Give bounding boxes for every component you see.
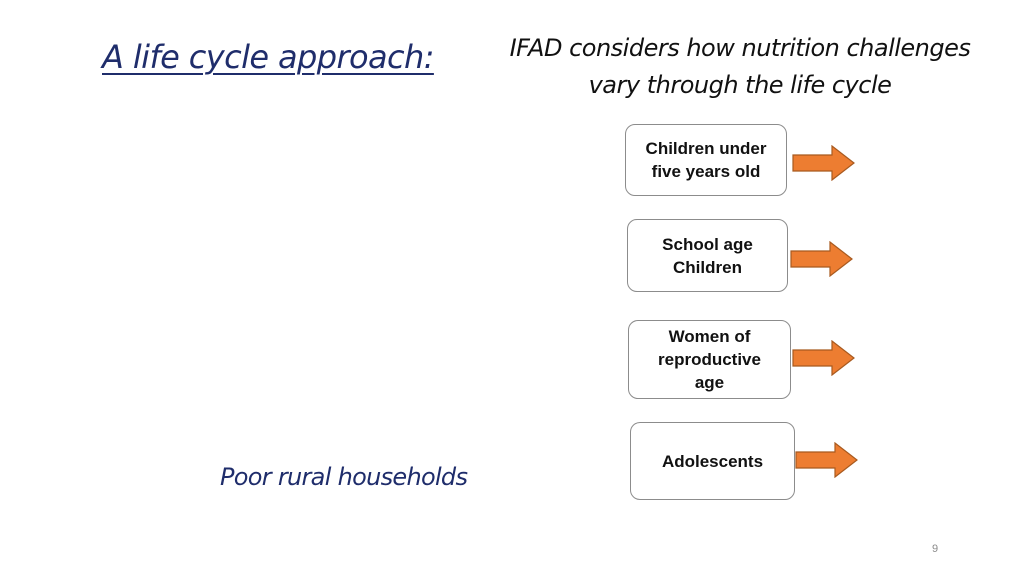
group-box-children-under-five bbox=[625, 124, 787, 196]
subtitle-line-1: IFAD considers how nutrition challenges bbox=[509, 34, 971, 62]
group-label-line: Children under bbox=[645, 139, 767, 158]
right-arrow-icon bbox=[792, 340, 856, 376]
group-label-line: Women of bbox=[668, 327, 751, 346]
group-label-line: Children bbox=[673, 257, 742, 277]
poor-rural-households-label: Poor rural households bbox=[220, 463, 468, 491]
group-label-line: Adolescents bbox=[661, 451, 764, 471]
group-box-women-reproductive-age bbox=[628, 320, 791, 399]
page-number: 9 bbox=[932, 543, 939, 555]
group-box-adolescents bbox=[630, 422, 795, 500]
group-box-school-age-children bbox=[627, 219, 788, 292]
slide-subtitle bbox=[488, 30, 992, 104]
group-label-line: five years old bbox=[651, 162, 761, 181]
right-arrow-icon bbox=[792, 145, 856, 181]
group-label-line: School age bbox=[662, 234, 753, 254]
group-label-line: reproductive bbox=[658, 350, 761, 369]
right-arrow-icon bbox=[795, 442, 859, 478]
group-label-line: age bbox=[694, 373, 725, 392]
slide-title: A life cycle approach: bbox=[102, 38, 434, 76]
subtitle-line-2: vary through the life cycle bbox=[588, 71, 892, 99]
right-arrow-icon bbox=[790, 241, 854, 277]
